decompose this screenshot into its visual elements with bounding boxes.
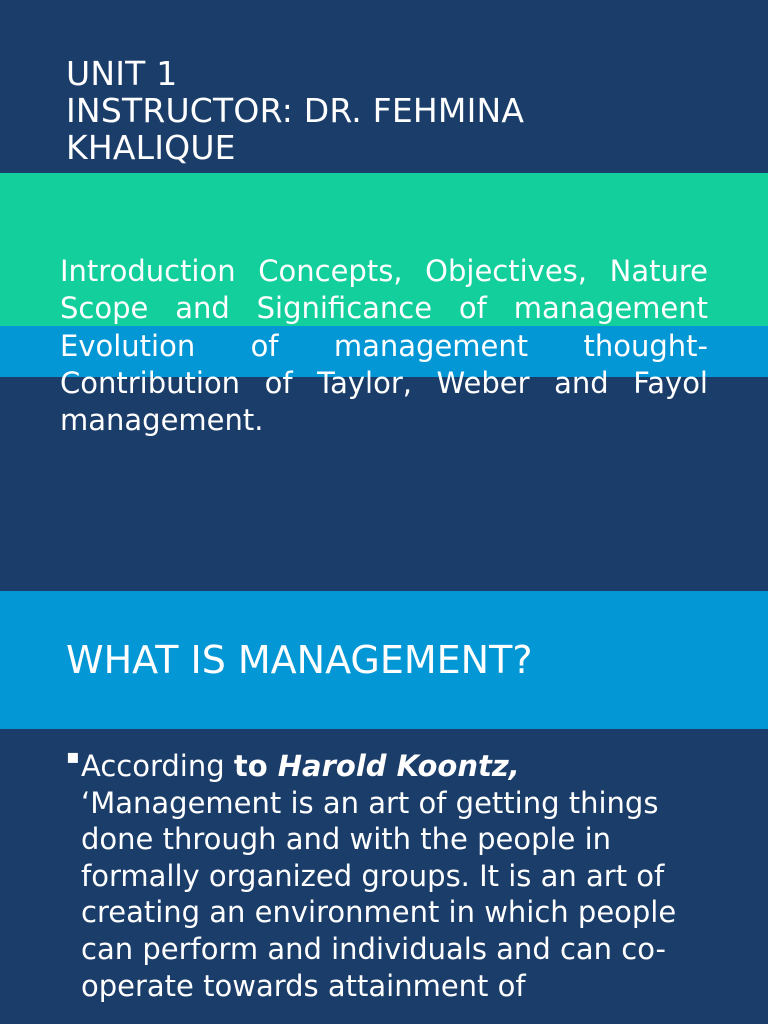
slide-title bbox=[66, 55, 726, 166]
definition-bullet bbox=[66, 744, 716, 1004]
bullet-lead: According bbox=[81, 749, 234, 783]
author-name: Harold Koontz, bbox=[277, 749, 520, 783]
bullet-icon: ▪ bbox=[66, 744, 80, 768]
section-heading: WHAT IS MANAGEMENT? bbox=[66, 638, 533, 682]
title-instructor-surname: KHALIQUE bbox=[66, 128, 236, 167]
title-unit: UNIT 1 bbox=[66, 54, 178, 93]
title-instructor: INSTRUCTOR: DR. FEHMINA bbox=[66, 91, 525, 130]
definition-quote: ‘Management is an art of getting things done through and with the people in formally organized groups. It is an art of creating an environment in which people can perform and individuals and can co-operate towards attainment of bbox=[81, 785, 677, 1003]
syllabus-text: Introduction Concepts, Objectives, Nature Scope and Significance of management Evolution of management thought- Contribution of Taylor, Weber and Fayol management. bbox=[60, 254, 708, 438]
definition-text bbox=[81, 748, 716, 1004]
bullet-to: to bbox=[233, 749, 278, 783]
